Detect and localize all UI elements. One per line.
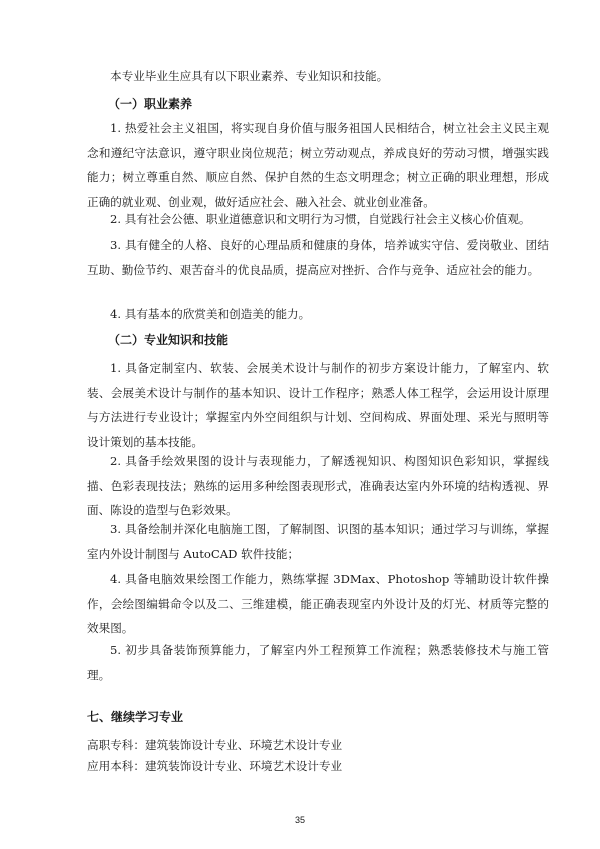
section1-heading: （一）职业素养 xyxy=(108,97,193,111)
section2-heading: （二）专业知识和技能 xyxy=(108,333,229,347)
section2-item-2: 2. 具备手绘效果图的设计与表现能力，了解透视知识、构图知识色彩知识，掌握线描、色彩表现技法；熟练的运用多种绘图表现形式，准确表达室内外环境的结构透视、界面、陈设的造型与色彩效果。 xyxy=(87,454,549,518)
continuing-study-line-2: 应用本科：建筑装饰设计专业、环境艺术设计专业 xyxy=(87,759,343,773)
page-number: 35 xyxy=(294,815,305,825)
section7-heading: 七、继续学习专业 xyxy=(87,710,184,724)
section1-item-1: 1. 热爱社会主义祖国，将实现自身价值与服务祖国人民相结合，树立社会主义民主观念和遵纪守法意识，遵守职业岗位规范；树立劳动观点，养成良好的劳动习惯，增强实践能力；树立尊重自然、顺应自然、保护自然的生态文明理念；树立正确的职业理想，形成正确的就业观、创业观，做好适应社会、融入社会、就业创业准备。 xyxy=(87,121,549,209)
section2-item-5: 5. 初步具备装饰预算能力，了解室内外工程预算工作流程；熟悉装修技术与施工管理。 xyxy=(87,643,549,682)
section1-item-4: 4. 具有基本的欣赏美和创造美的能力。 xyxy=(110,307,311,321)
section2-item-3: 3. 具备绘制并深化电脑施工图，了解制图、识图的基本知识；通过学习与训练，掌握室内外设计制图与 AutoCAD 软件技能； xyxy=(87,522,549,561)
section2-item-4: 4. 具备电脑效果绘图工作能力，熟练掌握 3DMax、Photoshop 等辅助设计软件操作，会绘图编辑命令以及二、三维建模，能正确表现室内外设计及的灯光、材质等完整的效果图。 xyxy=(87,572,549,636)
intro-paragraph: 本专业毕业生应具有以下职业素养、专业知识和技能。 xyxy=(110,69,389,83)
section2-item-1: 1. 具备定制室内、软装、会展美术设计与制作的初步方案设计能力，了解室内、软装、会展美术设计与制作的基本知识、设计工作程序；熟悉人体工程学，会运用设计原理与方法进行专业设计；掌握室内外空间组织与计划、空间构成、界面处理、采光与照明等设计策划的基本技能。 xyxy=(87,361,549,449)
section1-item-3: 3. 具有健全的人格、良好的心理品质和健康的身体，培养诚实守信、爱岗敬业、团结互助、勤俭节约、艰苦奋斗的优良品质，提高应对挫折、合作与竞争、适应社会的能力。 xyxy=(87,238,549,277)
continuing-study-line-1: 高职专科：建筑装饰设计专业、环境艺术设计专业 xyxy=(87,738,343,752)
section1-item-2: 2. 具有社会公德、职业道德意识和文明行为习惯，自觉践行社会主义核心价值观。 xyxy=(110,212,531,226)
